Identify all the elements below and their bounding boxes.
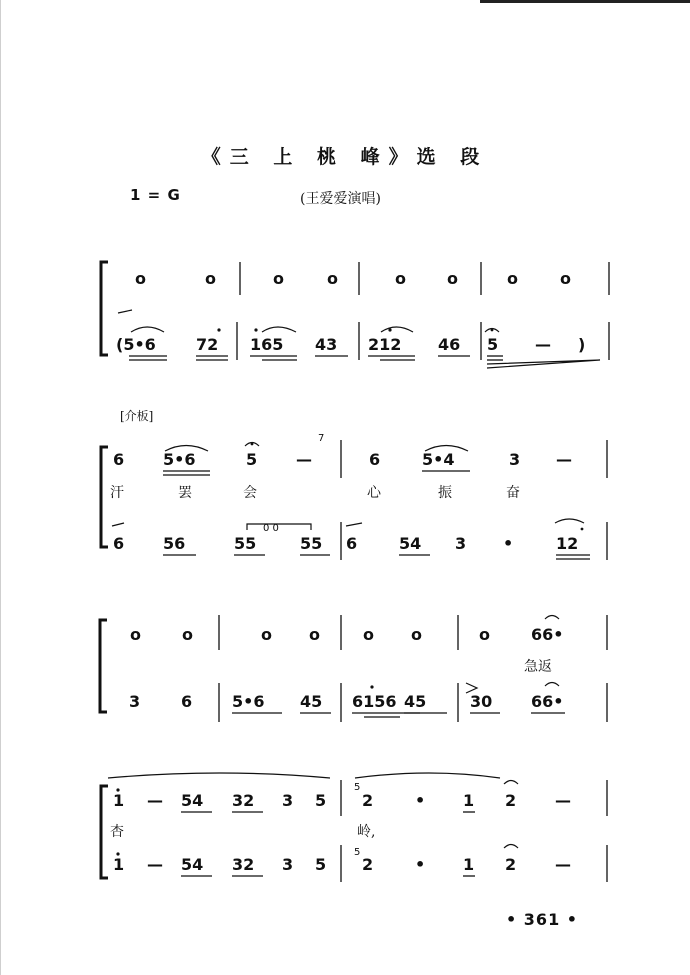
system-bracket [101,447,108,547]
note: 6 [369,450,381,469]
lyric: 罢 [178,485,192,501]
rest-mark: 0 0 [263,523,279,534]
note: o [363,625,374,644]
accent-mark [118,310,132,313]
lyric: 杏 [110,824,124,840]
note: 6156 [352,692,397,711]
note: o [507,269,518,288]
system-bracket [101,262,108,355]
note: 12 [556,534,579,553]
page-title: 《三 上 桃 峰》选 段 [201,146,489,168]
note: 54 [399,534,422,553]
note: 1 [113,855,125,874]
note: 5 [315,791,327,810]
note: 2 [505,791,517,810]
note: o [395,269,406,288]
lyric: 汗 [110,485,124,501]
note: o [327,269,338,288]
lyric: 振 [438,485,452,501]
note: — [535,335,551,354]
lyric: 岭, [357,824,376,840]
fermata [545,683,559,687]
note: o [182,625,193,644]
note: 6 [113,450,125,469]
note: 30 [470,692,493,711]
note: 5 [246,450,258,469]
system-bracket [101,786,108,878]
note: o [135,269,146,288]
slur [262,327,296,332]
note: — [147,855,163,874]
performer-credit: (王爱爱演唱) [300,191,381,207]
note: 1 [463,791,475,810]
key-signature: 1 = G [130,186,181,204]
fermata [504,845,518,849]
note: ) [578,335,586,354]
note: 66• [531,692,564,711]
accent-mark [346,523,362,526]
note: • [415,855,426,874]
note: 3 [282,791,294,810]
note: o [411,625,422,644]
note: 5•4 [422,450,455,469]
note: 32 [232,855,255,874]
note: 212 [368,335,402,354]
note: 46 [438,335,461,354]
lyric: 会 [243,485,257,501]
slur [131,327,164,332]
note: 5•6 [232,692,265,711]
note: 54 [181,791,204,810]
note: o [273,269,284,288]
system-3 [100,615,607,722]
note: — [555,855,571,874]
system-4 [101,773,607,882]
system-bracket [100,620,107,712]
tie [355,773,500,778]
note: 45 [300,692,323,711]
note: • [503,534,514,553]
note: • [415,791,426,810]
note: 72 [196,335,219,354]
note: 2 [362,791,374,810]
note: 3 [509,450,521,469]
note: 1 [463,855,475,874]
lyric: 奋 [506,485,520,501]
system-2 [101,433,607,560]
note: 54 [181,855,204,874]
system-1 [101,262,609,368]
grace-note: 5 [354,847,361,858]
grace-note: 5 [354,782,361,793]
note: 6 [113,534,125,553]
note: 2 [505,855,517,874]
note: 5 [487,335,499,354]
note: 32 [232,791,255,810]
breath-mark: 7 [318,433,325,444]
note: o [205,269,216,288]
fermata [545,616,559,620]
note: 6 [346,534,358,553]
note: 55 [300,534,323,553]
tempo-mark: 急返 [524,659,552,675]
note: 66• [531,625,564,644]
slur [381,327,413,332]
page-number: • 361 • [506,910,578,929]
note: 5•6 [163,450,196,469]
note: 45 [404,692,427,711]
note: 6 [181,692,193,711]
accent-mark [112,523,124,526]
note: 5 [315,855,327,874]
note: 3 [129,692,141,711]
note: o [447,269,458,288]
note: — [556,450,572,469]
note: o [130,625,141,644]
decrescendo [487,360,600,368]
note: — [147,791,163,810]
note: o [479,625,490,644]
fermata [504,781,518,785]
section-mark: [介板] [120,409,154,423]
note: 43 [315,335,338,354]
slur [555,519,584,523]
note: 3 [282,855,294,874]
tie [108,773,330,778]
note: 3 [455,534,467,553]
note: (5•6 [116,335,156,354]
note: o [309,625,320,644]
note: — [296,450,312,469]
bracket-mark [247,524,311,530]
note: 55 [234,534,257,553]
note: 2 [362,855,374,874]
note: o [261,625,272,644]
note: 1 [113,791,125,810]
note: o [560,269,571,288]
lyric: 心 [367,485,381,501]
note: — [555,791,571,810]
note: 56 [163,534,186,553]
note: 165 [250,335,284,354]
